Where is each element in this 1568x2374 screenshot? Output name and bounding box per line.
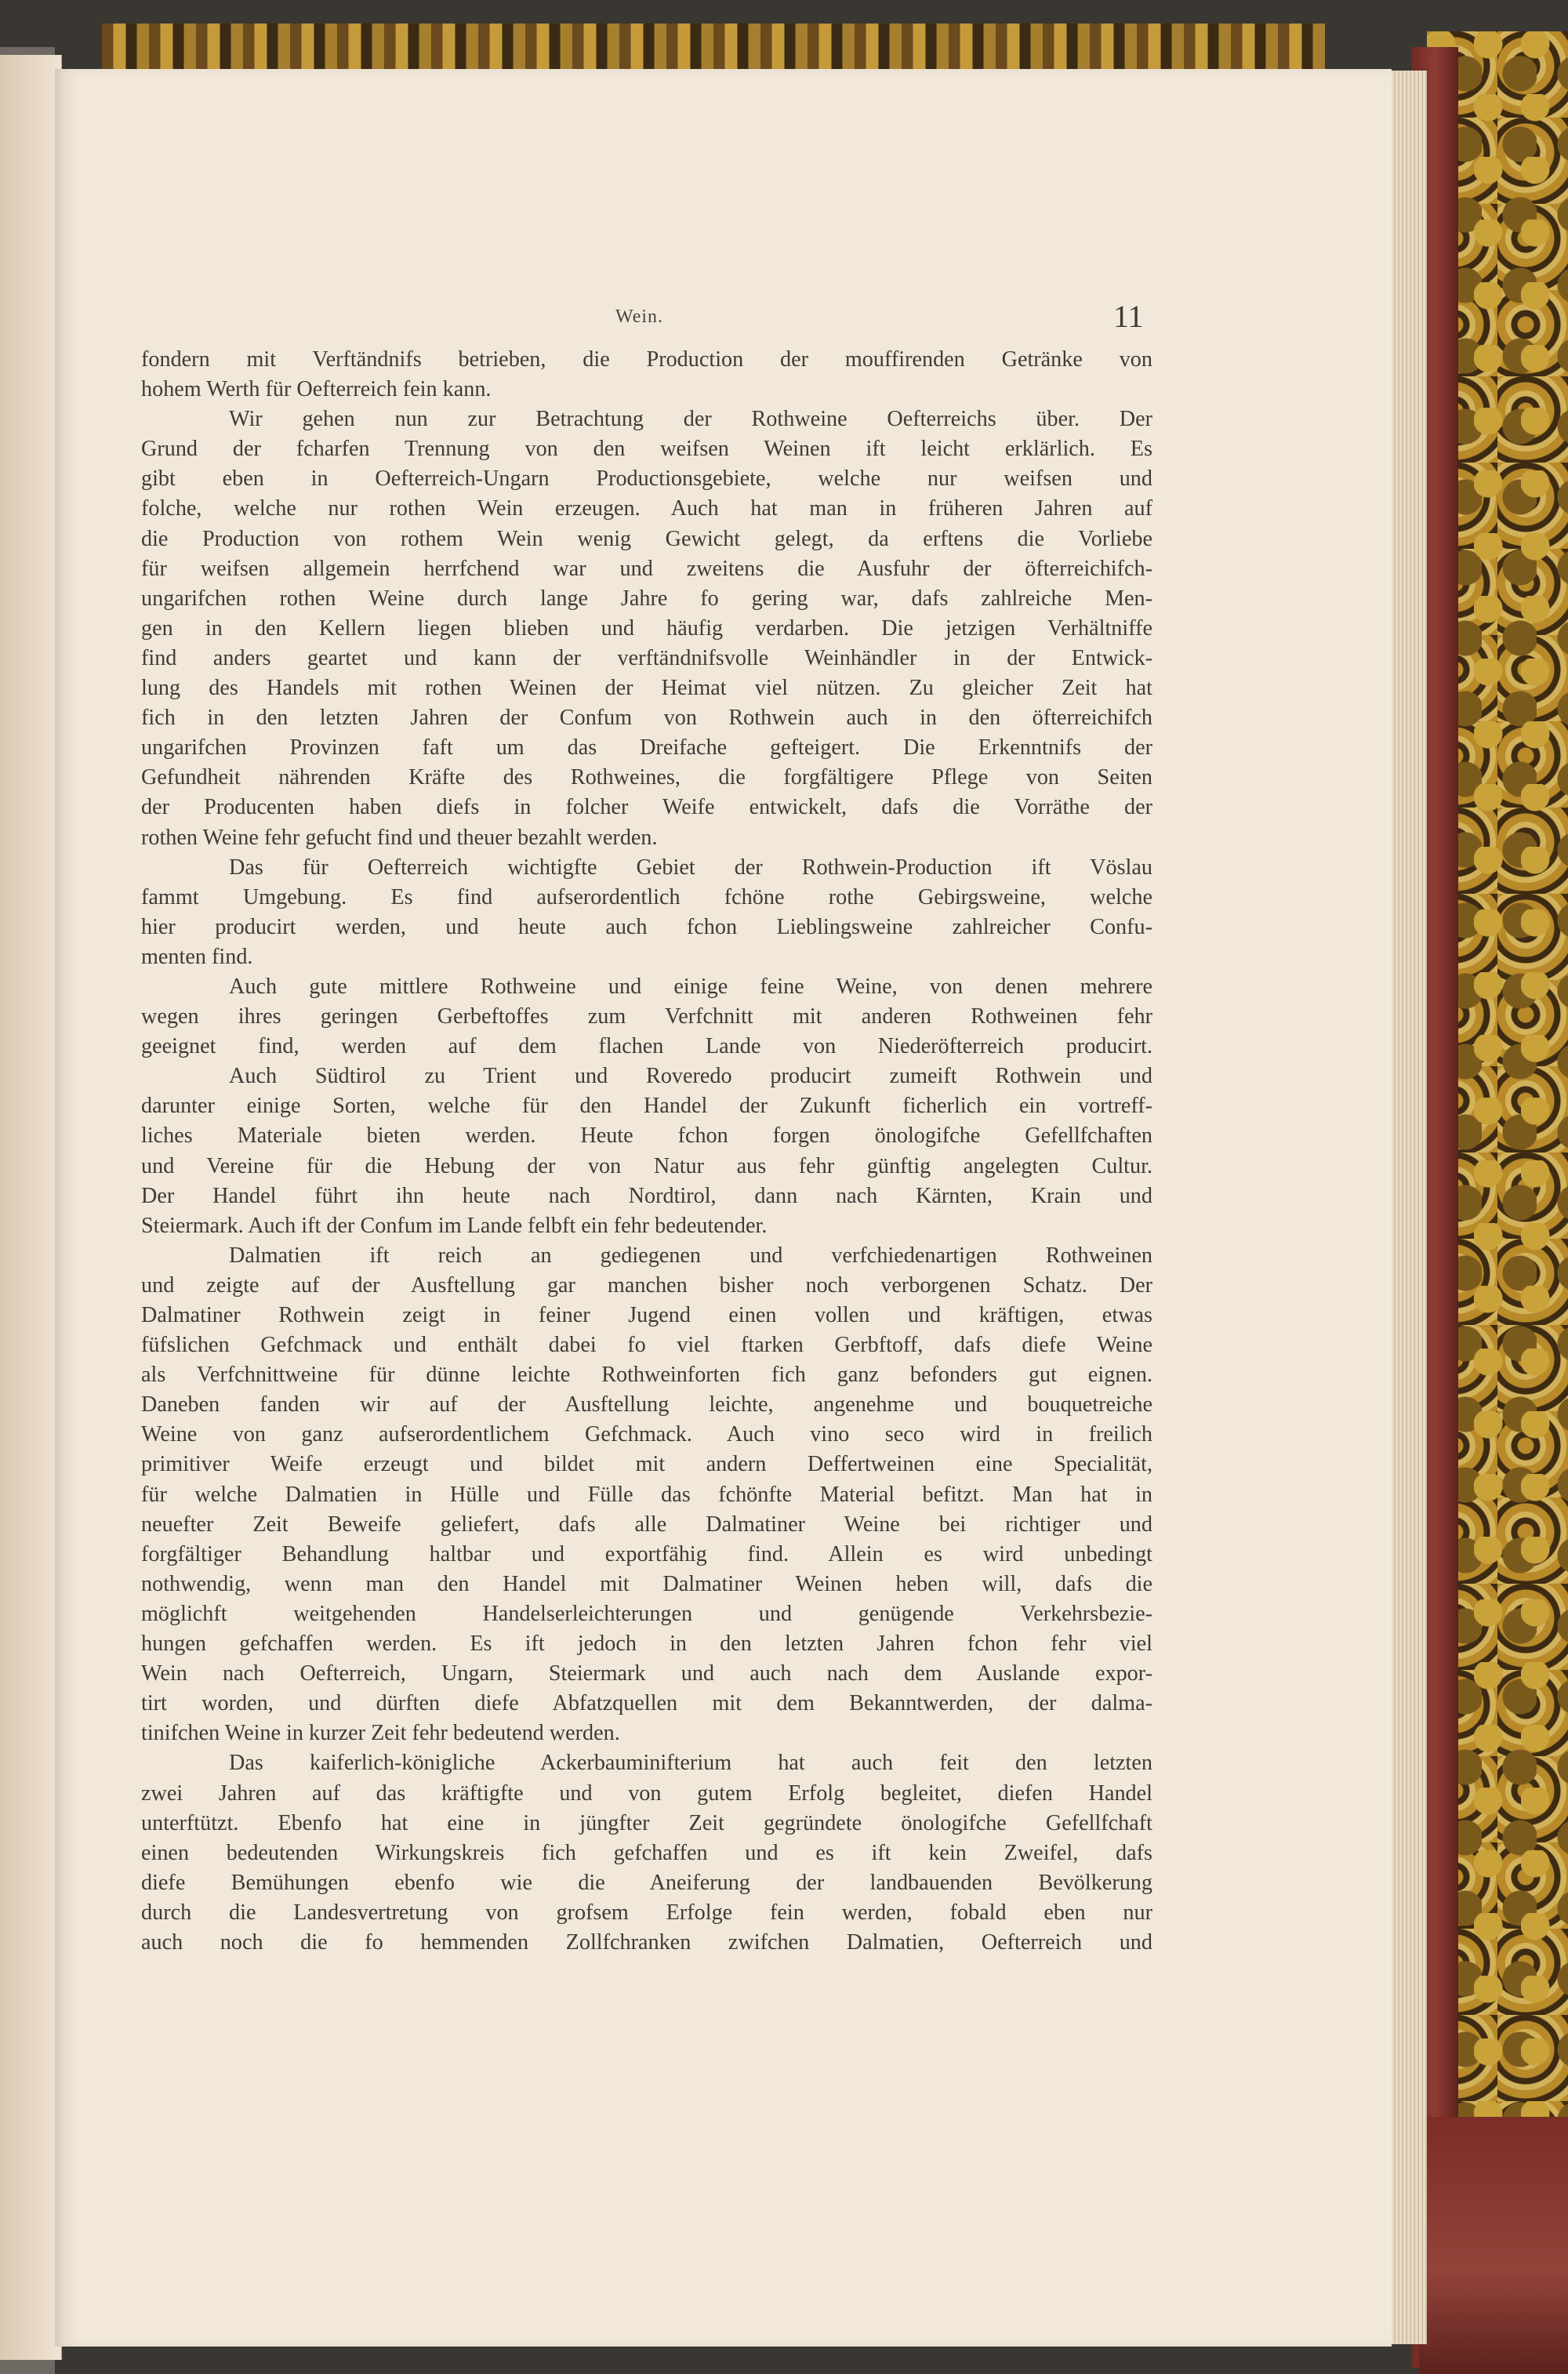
text-line: wegen ihres geringen Gerbeftoffes zum Verfchnitt mit anderen Rothweinen fehr bbox=[141, 1004, 1152, 1029]
text-line: neuefter Zeit Beweife geliefert, dafs alle Dalmatiner Weine bei richtiger und bbox=[141, 1512, 1152, 1537]
text-line: diefe Bemühungen ebenfo wie die Aneiferung der landbauenden Bevölkerung bbox=[141, 1870, 1152, 1895]
text-line: Grund der fcharfen Trennung von den weifsen Weinen ift leicht erklärlich. Es bbox=[141, 437, 1152, 462]
text-line: gibt eben in Oefterreich-Ungarn Productionsgebiete, welche nur weifsen und bbox=[141, 466, 1152, 492]
text-line: liches Materiale bieten werden. Heute fchon forgen önologifche Gefellfchaften bbox=[141, 1123, 1152, 1149]
text-line: Weine von ganz aufserordentlichem Gefchmack. Auch vino seco wird in freilich bbox=[141, 1422, 1152, 1447]
text-line: einen bedeutenden Wirkungskreis fich gefchaffen und es ift kein Zweifel, dafs bbox=[141, 1840, 1152, 1865]
text-line: forgfältiger Behandlung haltbar und exportfähig find. Allein es wird unbedingt bbox=[141, 1541, 1152, 1566]
page-stack-edges bbox=[1388, 71, 1427, 2344]
text-line: fondern mit Verftändnifs betrieben, die Production der mouffirenden Getränke von bbox=[141, 347, 1152, 372]
text-line: Daneben fanden wir auf der Ausftellung leichte, angenehme und bouquetreiche bbox=[141, 1392, 1152, 1418]
text-line: ungarifchen rothen Weine durch lange Jahre fo gering war, dafs zahlreiche Men- bbox=[141, 586, 1152, 611]
text-line: Dalmatiner Rothwein zeigt in feiner Jugend einen vollen und kräftigen, etwas bbox=[141, 1303, 1152, 1327]
text-line: und zeigte auf der Ausftellung gar manchen bisher noch verborgenen Schatz. Der bbox=[141, 1272, 1152, 1298]
book-corner-cloth bbox=[1419, 2117, 1568, 2374]
text-line: tirt worden, und dürften diefe Abfatzquellen mit dem Bekanntwerden, der dalma- bbox=[141, 1691, 1152, 1716]
text-line: füfslichen Gefchmack und enthält dabei fo viel ftarken Gerbftoff, dafs diefe Weine bbox=[141, 1333, 1152, 1358]
text-line: menten find. bbox=[141, 944, 253, 969]
body-text bbox=[141, 345, 1152, 1958]
book-page bbox=[55, 69, 1392, 2347]
text-line: hohem Werth für Oefterreich fein kann. bbox=[141, 377, 492, 402]
text-line: die Production von rothem Wein wenig Gewicht gelegt, da erftens die Vorliebe bbox=[141, 526, 1152, 551]
text-line: primitiver Weife erzeugt und bildet mit andern Deffertweinen eine Specialität, bbox=[141, 1452, 1152, 1477]
text-line: ungarifchen Provinzen faft um das Dreifache gefteigert. Die Erkenntnifs der bbox=[141, 735, 1152, 760]
text-line: Der Handel führt ihn heute nach Nordtirol, dann nach Kärnten, Krain und bbox=[141, 1183, 1152, 1208]
text-line: darunter einige Sorten, welche für den Handel der Zukunft ficherlich ein vortreff- bbox=[141, 1094, 1152, 1119]
text-line: als Verfchnittweine für dünne leichte Rothweinforten fich ganz befonders gut eignen. bbox=[141, 1363, 1152, 1388]
text-line: find anders geartet und kann der verftändnifsvolle Weinhändler in der Entwick- bbox=[141, 645, 1152, 670]
text-line: Steiermark. Auch ift der Confum im Lande felbft ein fehr bedeutender. bbox=[141, 1213, 768, 1238]
facing-page-edge bbox=[0, 55, 62, 2360]
text-line: auch noch die fo hemmenden Zollfchranken zwifchen Dalmatien, Oefterreich und bbox=[141, 1929, 1152, 1955]
text-line: der Producenten haben diefs in folcher Weife entwickelt, dafs die Vorräthe der bbox=[141, 795, 1152, 820]
text-line: Dalmatien ift reich an gediegenen und verfchiedenartigen Rothweinen bbox=[229, 1243, 1152, 1268]
text-line: durch die Landesvertretung von grofsem Erfolge fein werden, fobald eben nur bbox=[141, 1900, 1152, 1925]
text-line: Das für Oefterreich wichtigfte Gebiet der Rothwein-Production ift Vöslau bbox=[229, 855, 1152, 880]
running-head-title: Wein. bbox=[615, 307, 664, 327]
text-line: rothen Weine fehr gefucht find und theuer bezahlt werden. bbox=[141, 825, 658, 850]
text-line: Auch Südtirol zu Trient und Roveredo producirt zumeift Rothwein und bbox=[229, 1064, 1152, 1089]
text-line: fammt Umgebung. Es find aufserordentlich fchöne rothe Gebirgsweine, welche bbox=[141, 884, 1152, 909]
marbled-edge-top bbox=[102, 24, 1325, 71]
text-line: Wir gehen nun zur Betrachtung der Rothweine Oefterreichs über. Der bbox=[229, 407, 1152, 432]
text-line: unterftützt. Ebenfo hat eine in jüngfter Zeit gegründete önologifche Gefellfchaft bbox=[141, 1810, 1152, 1835]
text-line: Wein nach Oefterreich, Ungarn, Steiermark und auch nach dem Auslande expor- bbox=[141, 1661, 1152, 1686]
page-number: 11 bbox=[1113, 299, 1144, 334]
running-head bbox=[55, 293, 1392, 340]
text-line: und Vereine für die Hebung der von Natur aus fehr günftig angelegten Cultur. bbox=[141, 1153, 1152, 1178]
text-line: nothwendig, wenn man den Handel mit Dalmatiner Weinen heben will, dafs die bbox=[141, 1571, 1152, 1596]
text-line: zwei Jahren auf das kräftigfte und von gutem Erfolg begleitet, diefen Handel bbox=[141, 1781, 1152, 1806]
text-line: hungen gefchaffen werden. Es ift jedoch in den letzten Jahren fchon fehr viel bbox=[141, 1632, 1152, 1657]
text-line: fich in den letzten Jahren der Confum von Rothwein auch in den öfterreichifch bbox=[141, 706, 1152, 731]
text-line: tinifchen Weine in kurzer Zeit fehr bedeutend werden. bbox=[141, 1721, 620, 1746]
text-line: hier producirt werden, und heute auch fchon Lieblingsweine zahlreicher Confu- bbox=[141, 914, 1152, 939]
text-line: möglichft weitgehenden Handelserleichterungen und genügende Verkehrsbezie- bbox=[141, 1601, 1152, 1626]
text-line: geeignet find, werden auf dem flachen Lande von Niederöfterreich producirt. bbox=[141, 1034, 1152, 1059]
text-line: gen in den Kellern liegen blieben und häufig verdarben. Die jetzigen Verhältniffe bbox=[141, 615, 1152, 641]
text-line: für weifsen allgemein herrfchend war und zweitens die Ausfuhr der öfterreichifch- bbox=[141, 556, 1152, 581]
text-line: Auch gute mittlere Rothweine und einige feine Weine, von denen mehrere bbox=[229, 974, 1152, 999]
text-line: Das kaiferlich-königliche Ackerbauminifterium hat auch feit den letzten bbox=[229, 1751, 1152, 1776]
text-line: für welche Dalmatien in Hülle und Fülle das fchönfte Material befitzt. Man hat in bbox=[141, 1482, 1152, 1507]
text-line: lung des Handels mit rothen Weinen der Heimat viel nützen. Zu gleicher Zeit hat bbox=[141, 676, 1152, 701]
text-line: Gefundheit nährenden Kräfte des Rothweines, die forgfältigere Pflege von Seiten bbox=[141, 765, 1152, 790]
text-line: folche, welche nur rothen Wein erzeugen. Auch hat man in früheren Jahren auf bbox=[141, 496, 1152, 521]
